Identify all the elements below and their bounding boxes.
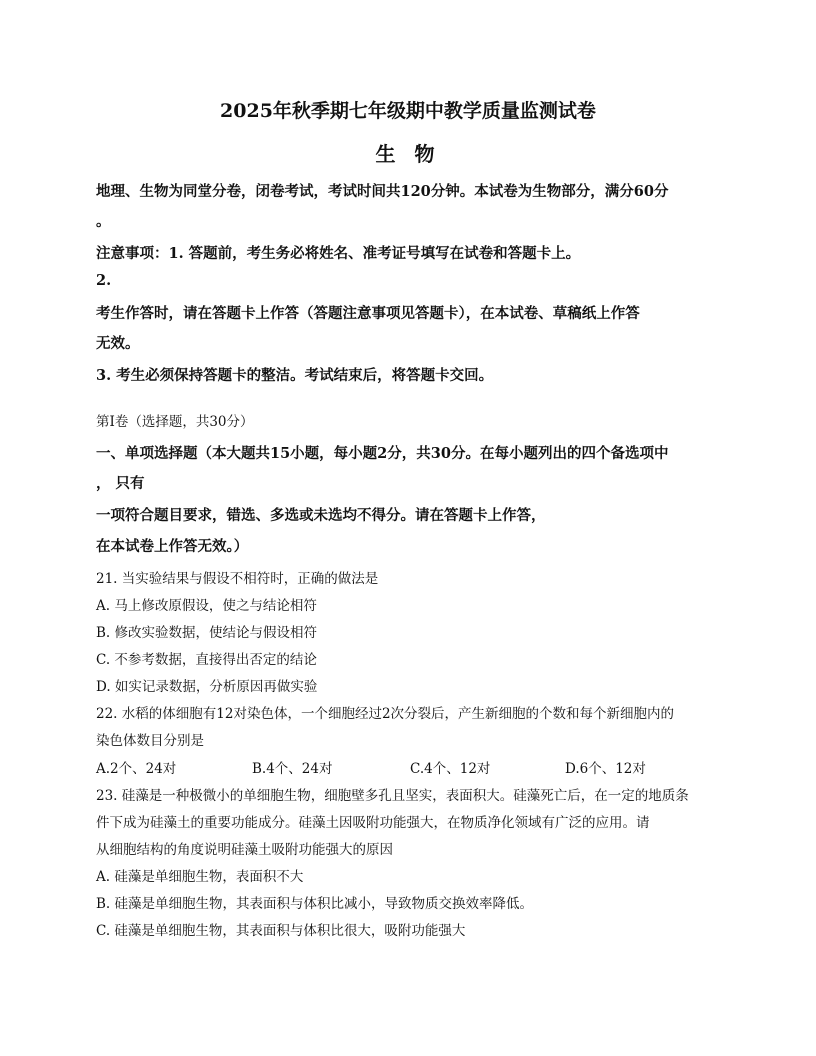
question-22-stem-line-1: 22. 水稻的体细胞有12对染色体，一个细胞经过2次分裂后，产生新细胞的个数和每个新细胞内的 [96,706,675,722]
part-instructions-line-3: 一项符合题目要求，错选、多选或未选均不得分。请在答题卡上作答， [96,507,546,524]
question-23-stem-line-1: 23. 硅藻是一种极微小的单细胞生物，细胞壁多孔且坚实，表面积大。硅藻死亡后，在一定的地质条 [96,788,689,804]
question-22-option-c: C.4个、12对 [410,761,491,777]
question-22-option-d: D.6个、12对 [565,761,646,777]
exam-title: 2025年秋季期七年级期中教学质量监测试卷 [220,100,596,122]
part-instructions-line-4: 在本试卷上作答无效。） [96,538,249,555]
question-23-option-a: A. 硅藻是单细胞生物，表面积不大 [96,869,304,885]
question-21-stem: 21. 当实验结果与假设不相符时，正确的做法是 [96,571,379,587]
question-21-option-d: D. 如实记录数据，分析原因再做实验 [96,679,318,695]
notice-3: 3. 考生必须保持答题卡的整洁。考试结束后，将答题卡交回。 [96,367,494,384]
section-heading: 第Ⅰ卷（选择题，共30分） [96,414,254,430]
question-23-stem-line-3: 从细胞结构的角度说明硅藻土吸附功能强大的原因 [96,842,393,858]
question-23-option-c: C. 硅藻是单细胞生物，其表面积与体积比很大，吸附功能强大 [96,923,466,939]
question-23-stem-line-2: 件下成为硅藻土的重要功能成分。硅藻土因吸附功能强大，在物质净化领域有广泛的应用。请 [96,815,650,831]
intro-line-2: 。 [96,213,111,230]
notice-1: 注意事项：1. 答题前，考生务必将姓名、准考证号填写在试卷和答题卡上。 [96,245,581,262]
question-22-stem-line-2: 染色体数目分别是 [96,733,204,749]
subject-title: 生 物 [375,142,441,166]
part-instructions-line-2: ， 只有 [96,475,145,492]
part-instructions-line-1: 一、单项选择题（本大题共15小题，每小题2分，共30分。在每小题列出的四个备选项中 [96,445,669,462]
intro-line-1: 地理、生物为同堂分卷，闭卷考试，考试时间共120分钟。本试卷为生物部分，满分60分 [96,183,669,200]
question-22-option-a: A.2个、24对 [96,761,177,777]
notice-2-number: 2. [96,272,112,289]
notice-2-line-1: 考生作答时，请在答题卡上作答（答题注意事项见答题卡），在本试卷、草稿纸上作答 [96,305,640,322]
question-22-option-b: B.4个、24对 [252,761,333,777]
question-21-option-a: A. 马上修改原假设，使之与结论相符 [96,598,317,614]
question-23-option-b: B. 硅藻是单细胞生物，其表面积与体积比减小，导致物质交换效率降低。 [96,896,534,912]
notice-2-line-2: 无效。 [96,335,140,352]
question-21-option-c: C. 不参考数据，直接得出否定的结论 [96,652,317,668]
question-21-option-b: B. 修改实验数据，使结论与假设相符 [96,625,318,641]
